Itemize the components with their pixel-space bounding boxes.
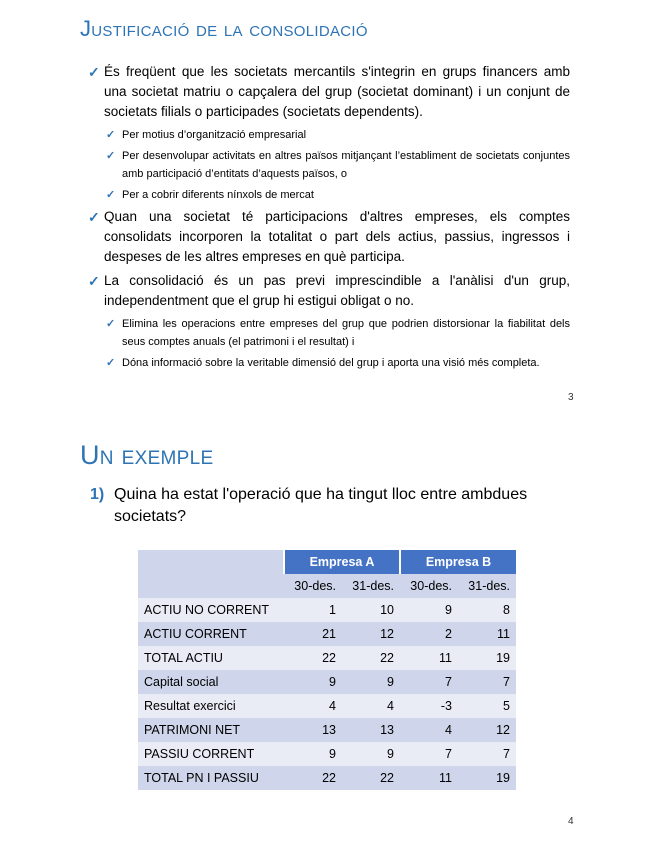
column-header: 31-des. bbox=[342, 574, 400, 598]
bullet-text: La consolidació és un pas previ imprescindible a l'anàlisi d'un grup, independentment que el grup hi estigui obligat o no. bbox=[104, 273, 570, 308]
sub-bullet-text: Dóna informació sobre la veritable dimensió del grup i aporta una visió més completa. bbox=[122, 357, 540, 369]
cell: 7 bbox=[458, 742, 516, 766]
cell: -3 bbox=[400, 694, 458, 718]
header-empresa-a: Empresa A bbox=[284, 550, 400, 574]
cell: 12 bbox=[342, 622, 400, 646]
table-row bbox=[138, 766, 516, 790]
cell: 11 bbox=[458, 622, 516, 646]
cell: 4 bbox=[400, 718, 458, 742]
slide-4 bbox=[0, 420, 655, 848]
table-sub-header bbox=[138, 574, 516, 598]
cell: 19 bbox=[458, 766, 516, 790]
table-row bbox=[138, 622, 516, 646]
cell: 11 bbox=[400, 766, 458, 790]
row-label: Capital social bbox=[138, 670, 284, 694]
check-icon: ✓ bbox=[88, 64, 100, 80]
column-header: 31-des. bbox=[458, 574, 516, 598]
cell: 9 bbox=[284, 742, 342, 766]
row-label: ACTIU NO CORRENT bbox=[138, 598, 284, 622]
check-icon: ✓ bbox=[106, 129, 116, 141]
cell: 19 bbox=[458, 646, 516, 670]
bullet-item bbox=[88, 62, 570, 122]
cell: 9 bbox=[342, 670, 400, 694]
row-label: ACTIU CORRENT bbox=[138, 622, 284, 646]
sub-bullet-text: Elimina les operacions entre empreses del grup que podrien distorsionar la fiabilitat dels seus comptes anuals (el patrimoni i el resultat) i bbox=[122, 318, 570, 348]
cell: 22 bbox=[342, 766, 400, 790]
cell: 9 bbox=[400, 598, 458, 622]
table-row bbox=[138, 646, 516, 670]
cell: 4 bbox=[284, 694, 342, 718]
table-row bbox=[138, 694, 516, 718]
cell: 5 bbox=[458, 694, 516, 718]
header-blank bbox=[138, 550, 284, 574]
cell: 13 bbox=[284, 718, 342, 742]
check-icon: ✓ bbox=[106, 318, 116, 330]
sub-bullet-text: Per a cobrir diferents nínxols de mercat bbox=[122, 189, 314, 201]
table-row bbox=[138, 742, 516, 766]
cell: 10 bbox=[342, 598, 400, 622]
cell: 7 bbox=[458, 670, 516, 694]
bullet-list bbox=[88, 62, 570, 375]
cell: 13 bbox=[342, 718, 400, 742]
bullet-text: És freqüent que les societats mercantils s'integrin en grups financers amb una societat matriu o capçalera del grup (societat dominant) i un conjunt de societats filials o participades (societats dependents). bbox=[104, 64, 570, 119]
check-icon: ✓ bbox=[106, 357, 116, 369]
sub-bullet-item bbox=[106, 186, 570, 204]
cell: 4 bbox=[342, 694, 400, 718]
check-icon: ✓ bbox=[88, 273, 100, 289]
cell: 7 bbox=[400, 742, 458, 766]
bullet-item bbox=[88, 271, 570, 311]
sub-bullet-text: Per desenvolupar activitats en altres països mitjançant l’establiment de societats conjuntes amb participació d’entitats d’aquests països, o bbox=[122, 150, 570, 180]
sub-bullet-item bbox=[106, 126, 570, 144]
row-label: PASSIU CORRENT bbox=[138, 742, 284, 766]
question bbox=[90, 484, 590, 528]
header-empresa-b: Empresa B bbox=[400, 550, 516, 574]
table-row bbox=[138, 670, 516, 694]
table-row bbox=[138, 598, 516, 622]
sub-bullet-item bbox=[106, 147, 570, 183]
cell: 22 bbox=[342, 646, 400, 670]
cell: 2 bbox=[400, 622, 458, 646]
row-label: Resultat exercici bbox=[138, 694, 284, 718]
bullet-item bbox=[88, 207, 570, 267]
table-row bbox=[138, 718, 516, 742]
cell: 11 bbox=[400, 646, 458, 670]
balance-table bbox=[138, 550, 516, 790]
table-group-header bbox=[138, 550, 516, 574]
sub-bullet-item bbox=[106, 315, 570, 351]
page-number: 3 bbox=[568, 392, 574, 403]
cell: 22 bbox=[284, 766, 342, 790]
cell: 22 bbox=[284, 646, 342, 670]
row-label: TOTAL PN I PASSIU bbox=[138, 766, 284, 790]
check-icon: ✓ bbox=[106, 189, 116, 201]
cell: 8 bbox=[458, 598, 516, 622]
page-number: 4 bbox=[568, 816, 574, 827]
cell: 1 bbox=[284, 598, 342, 622]
slide-3 bbox=[0, 0, 655, 420]
slide-title: Un exemple bbox=[80, 440, 214, 470]
header-blank bbox=[138, 574, 284, 598]
cell: 7 bbox=[400, 670, 458, 694]
bullet-text: Quan una societat té participacions d'altres empreses, els comptes consolidats incorporen la totalitat o part dels actius, passius, ingressos i despeses de les altres empreses en què participa. bbox=[104, 209, 570, 264]
row-label: PATRIMONI NET bbox=[138, 718, 284, 742]
column-header: 30-des. bbox=[400, 574, 458, 598]
slide-title: Justificació de la consolidació bbox=[80, 16, 368, 41]
sub-bullet-item bbox=[106, 354, 570, 372]
column-header: 30-des. bbox=[284, 574, 342, 598]
check-icon: ✓ bbox=[106, 150, 116, 162]
check-icon: ✓ bbox=[88, 209, 100, 225]
question-number: 1) bbox=[90, 486, 105, 503]
question-text: Quina ha estat l'operació que ha tingut lloc entre ambdues societats? bbox=[114, 486, 528, 525]
row-label: TOTAL ACTIU bbox=[138, 646, 284, 670]
cell: 21 bbox=[284, 622, 342, 646]
cell: 12 bbox=[458, 718, 516, 742]
cell: 9 bbox=[342, 742, 400, 766]
sub-bullet-text: Per motius d’organització empresarial bbox=[122, 129, 307, 141]
cell: 9 bbox=[284, 670, 342, 694]
